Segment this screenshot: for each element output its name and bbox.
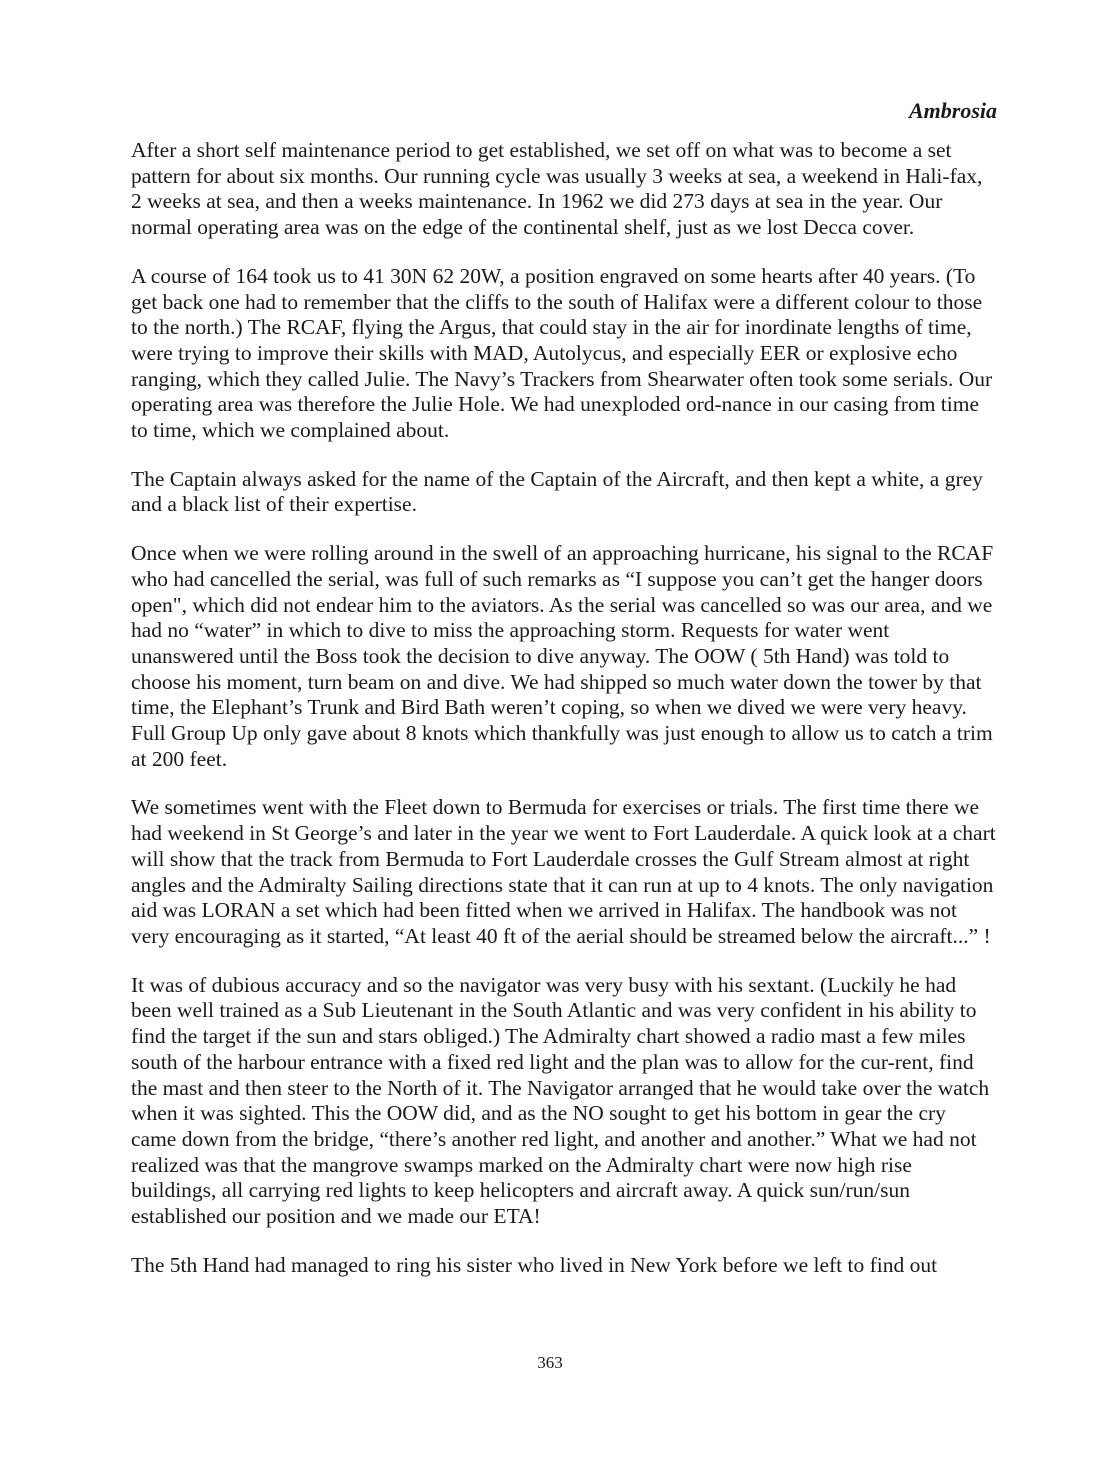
paragraph-1: After a short self maintenance period to get established, we set off on what was to become a set pattern for about six months. Our running cycle was usually 3 weeks at sea, a weekend in Hali-fax, 2 weeks at sea, and then a weeks maintenance. In 1962 we did 273 days at sea in the year. Our normal operating area was on the edge of the continental shelf, just as we lost Decca cover. [131, 138, 983, 240]
paragraph-5: We sometimes went with the Fleet down to Bermuda for exercises or trials. The first time there we had weekend in St George’s and later in the year we went to Fort Lauderdale. A quick look at a chart will show that the track from Bermuda to Fort Lauderdale crosses the Gulf Stream almost at right angles and the Admiralty Sailing directions state that it can run at up to 4 knots. The only navigation aid was LORAN a set which had been fitted when we arrived in Halifax. The handbook was not very encouraging as it started, “At least 40 ft of the aerial should be streamed below the aircraft...” ! [131, 795, 996, 948]
paragraph-4: Once when we were rolling around in the swell of an approaching hurricane, his signal to the RCAF who had cancelled the serial, was full of such remarks as “I suppose you can’t get the hanger doors open", which did not endear him to the aviators. As the serial was cancelled so was our area, and we had no “water” in which to dive to miss the approaching storm. Requests for water went unanswered until the Boss took the decision to dive anyway. The OOW ( 5th Hand) was told to choose his moment, turn beam on and dive. We had shipped so much water down the tower by that time, the Elephant’s Trunk and Bird Bath weren’t coping, so when we dived we were very heavy. Full Group Up only gave about 8 knots which thankfully was just enough to allow us to catch a trim at 200 feet. [131, 541, 994, 771]
paragraph-3: The Captain always asked for the name of the Captain of the Aircraft, and then kept a white, a grey and a black list of their expertise. [131, 466, 983, 517]
body-text [131, 138, 996, 1301]
paragraph-6: It was of dubious accuracy and so the navigator was very busy with his sextant. (Luckily he had been well trained as a Sub Lieutenant in the South Atlantic and was very confident in his ability to find the target if the sun and stars obliged.) The Admiralty chart showed a radio mast a few miles south of the harbour entrance with a fixed red light and the plan was to allow for the cur-rent, find the mast and then steer to the North of it. The Navigator arranged that he would take over the watch when it was sighted. This the OOW did, and as the NO sought to get his bottom in gear the cry came down from the bridge, “there’s another red light, and another and another.” What we had not realized was that the mangrove swamps marked on the Admiralty chart were now high rise buildings, all carrying red lights to keep helicopters and aircraft away. A quick sun/run/sun established our position and we made our ETA! [131, 972, 990, 1229]
paragraph-7: The 5th Hand had managed to ring his sister who lived in New York before we left to find out [131, 1252, 938, 1277]
paragraph-2: A course of 164 took us to 41 30N 62 20W, a position engraved on some hearts after 40 years. (To get back one had to remember that the cliffs to the south of Halifax were a different colour to those to the north.) The RCAF, flying the Argus, that could stay in the air for inordinate lengths of time, were trying to improve their skills with MAD, Autolycus, and especially EER or explosive echo ranging, which they called Julie. The Navy’s Trackers from Shearwater often took some serials. Our operating area was therefore the Julie Hole. We had unexploded ord-nance in our casing from time to time, which we complained about. [131, 263, 993, 443]
running-header-title: Ambrosia [908, 98, 997, 123]
page-number: 363 [537, 1353, 563, 1372]
